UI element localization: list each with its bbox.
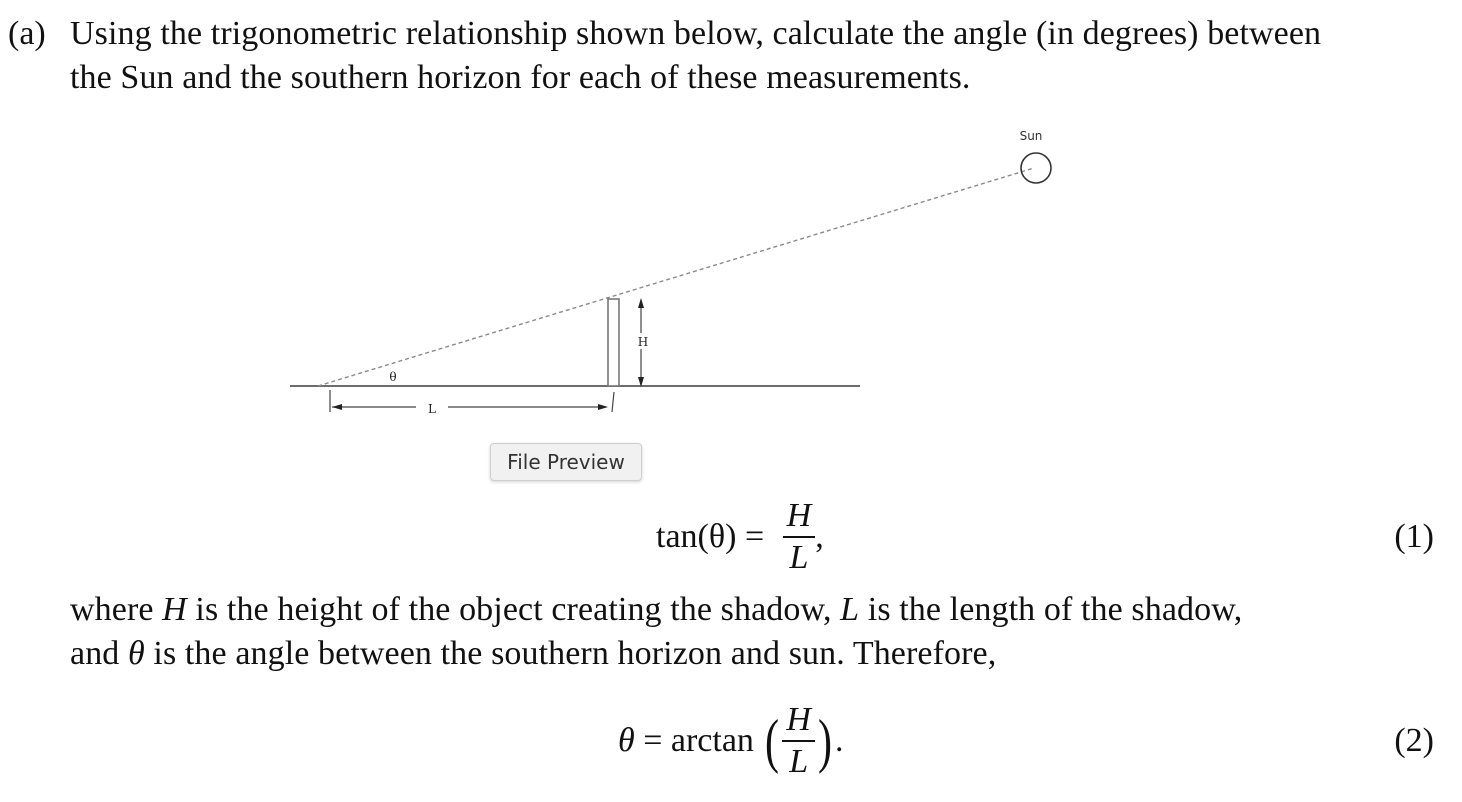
length-arrow-head-right <box>598 404 608 410</box>
equation-1-fraction <box>783 496 816 578</box>
equation-1-comma: , <box>815 518 824 555</box>
sun-icon <box>1021 153 1051 183</box>
math-L: L <box>840 591 860 628</box>
sun-label: Sun <box>1019 129 1043 143</box>
equation-2-lhs: = arctan <box>634 722 754 759</box>
question-label: (a) <box>8 15 46 52</box>
length-label: L <box>428 402 436 416</box>
equation-1-number: (1) <box>1394 518 1434 555</box>
length-arrow-head-left <box>332 404 342 410</box>
explanation-line-1: where H is the height of the object creating the shadow, L is the length of the shadow, <box>70 591 1243 628</box>
equation-2 <box>618 700 843 782</box>
math-H: H <box>162 591 187 628</box>
equation-2-fraction <box>782 700 815 782</box>
equation-2-theta: θ <box>618 722 635 759</box>
equation-1-numerator: H <box>783 496 816 538</box>
height-label: H <box>637 335 649 349</box>
equation-2-period: . <box>834 722 844 759</box>
question-line-1: Using the trigonometric relationship shown below, calculate the angle (in degrees) between <box>70 15 1322 52</box>
equation-1-denominator: L <box>789 539 809 576</box>
equation-2-number: (2) <box>1394 722 1434 759</box>
angle-label: θ <box>389 370 397 384</box>
equation-1-lhs: tan(θ) = <box>656 518 765 555</box>
equation-1 <box>656 496 824 578</box>
length-tick-right <box>612 392 614 412</box>
equation-2-denominator: L <box>789 743 809 780</box>
equation-2-numerator: H <box>782 700 815 742</box>
explanation-line-2: and θ is the angle between the southern horizon and sun. Therefore, <box>70 635 997 672</box>
equation-2-left-paren: ( <box>765 708 780 774</box>
math-theta: θ <box>128 635 145 672</box>
sun-ray-line <box>318 168 1034 386</box>
pole-object <box>608 299 619 386</box>
height-arrow-head-up <box>638 298 644 308</box>
equation-2-right-paren: ) <box>817 708 832 774</box>
file-preview-button[interactable]: File Preview <box>490 443 642 481</box>
question-line-2: the Sun and the southern horizon for each of these measurements. <box>70 59 971 96</box>
